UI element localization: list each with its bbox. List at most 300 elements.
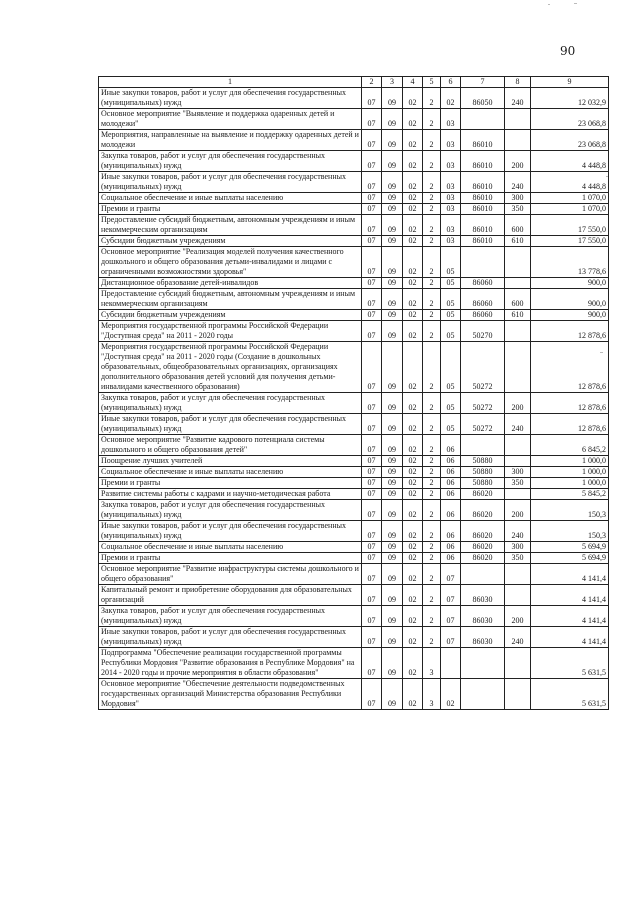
code-cell-c6: 06 (441, 489, 461, 500)
code-cell-c5: 2 (423, 393, 441, 414)
code-cell-c7: 86020 (461, 542, 505, 553)
code-cell-c2: 07 (362, 489, 382, 500)
code-cell-c7 (461, 679, 505, 710)
code-cell-c8 (505, 648, 531, 679)
code-cell-c3: 09 (382, 130, 403, 151)
row-name-cell: Основное мероприятие "Выявление и поддержка одаренных детей и молодежи" (99, 109, 362, 130)
code-cell-c8 (505, 321, 531, 342)
code-cell-c4: 02 (403, 564, 423, 585)
code-cell-c2: 07 (362, 109, 382, 130)
code-cell-c8: 350 (505, 553, 531, 564)
code-cell-c3: 09 (382, 215, 403, 236)
code-cell-c8: 600 (505, 215, 531, 236)
code-cell-c4: 02 (403, 172, 423, 193)
code-cell-c8 (505, 278, 531, 289)
code-cell-c4: 02 (403, 247, 423, 278)
code-cell-c8: 240 (505, 172, 531, 193)
code-cell-c6: 07 (441, 585, 461, 606)
code-cell-c6: 03 (441, 130, 461, 151)
table-row (99, 321, 609, 342)
code-cell-c2: 07 (362, 289, 382, 310)
code-cell-c8: 240 (505, 627, 531, 648)
row-name-cell: Иные закупки товаров, работ и услуг для обеспечения государственных (муниципальных) нужд (99, 88, 362, 109)
budget-table (98, 76, 609, 710)
code-cell-c3: 09 (382, 627, 403, 648)
code-cell-c3: 09 (382, 456, 403, 467)
code-cell-c3: 09 (382, 310, 403, 321)
row-name-cell: Иные закупки товаров, работ и услуг для обеспечения государственных (муниципальных) нужд (99, 627, 362, 648)
header-cell: 7 (461, 77, 505, 88)
table-row (99, 193, 609, 204)
code-cell-c6: 06 (441, 467, 461, 478)
row-name-cell: Основное мероприятие "Развитие инфраструктуры системы дошкольного и общего образования" (99, 564, 362, 585)
code-cell-c4: 02 (403, 414, 423, 435)
amount-cell: 5 631,5 (531, 679, 609, 710)
table-body (99, 88, 609, 710)
code-cell-c8 (505, 456, 531, 467)
code-cell-c8 (505, 130, 531, 151)
amount-cell: 17 550,0 (531, 215, 609, 236)
code-cell-c8: 610 (505, 310, 531, 321)
code-cell-c2: 07 (362, 553, 382, 564)
code-cell-c7: 50272 (461, 393, 505, 414)
code-cell-c8: 240 (505, 414, 531, 435)
code-cell-c5: 2 (423, 435, 441, 456)
code-cell-c2: 07 (362, 521, 382, 542)
code-cell-c7: 86020 (461, 489, 505, 500)
code-cell-c6: 05 (441, 289, 461, 310)
code-cell-c6: 03 (441, 151, 461, 172)
code-cell-c4: 02 (403, 500, 423, 521)
amount-cell: 150,3 (531, 500, 609, 521)
row-name-cell: Мероприятия, направленные на выявление и поддержку одаренных детей и молодежи (99, 130, 362, 151)
code-cell-c3: 09 (382, 151, 403, 172)
code-cell-c4: 02 (403, 521, 423, 542)
scan-speck (600, 352, 603, 353)
code-cell-c2: 07 (362, 585, 382, 606)
row-name-cell: Иные закупки товаров, работ и услуг для обеспечения государственных (муниципальных) нужд (99, 172, 362, 193)
table-row (99, 435, 609, 456)
table-row (99, 648, 609, 679)
code-cell-c5: 3 (423, 679, 441, 710)
header-cell: 5 (423, 77, 441, 88)
amount-cell: 12 878,6 (531, 393, 609, 414)
code-cell-c8: 200 (505, 500, 531, 521)
code-cell-c5: 2 (423, 88, 441, 109)
code-cell-c4: 02 (403, 489, 423, 500)
amount-cell: 1 000,0 (531, 467, 609, 478)
code-cell-c5: 2 (423, 193, 441, 204)
code-cell-c7: 86010 (461, 130, 505, 151)
table-row (99, 393, 609, 414)
code-cell-c5: 2 (423, 310, 441, 321)
table-row (99, 478, 609, 489)
table-row (99, 679, 609, 710)
amount-cell: 4 141,4 (531, 627, 609, 648)
code-cell-c4: 02 (403, 310, 423, 321)
scan-speck (548, 4, 550, 5)
code-cell-c6: 06 (441, 521, 461, 542)
code-cell-c7: 86010 (461, 151, 505, 172)
code-cell-c2: 07 (362, 679, 382, 710)
code-cell-c8: 240 (505, 521, 531, 542)
code-cell-c2: 07 (362, 204, 382, 215)
header-cell: 6 (441, 77, 461, 88)
row-name-cell: Закупка товаров, работ и услуг для обеспечения государственных (муниципальных) нужд (99, 393, 362, 414)
table-row (99, 564, 609, 585)
code-cell-c5: 2 (423, 109, 441, 130)
code-cell-c6: 07 (441, 564, 461, 585)
table-row (99, 151, 609, 172)
code-cell-c8 (505, 247, 531, 278)
row-name-cell: Подпрограмма "Обеспечение реализации государственной программы Республики Мордовия "Развитие образования в Республике Мордовия" на 2014 - 2020 годы и прочие мероприятия в области образования" (99, 648, 362, 679)
code-cell-c8 (505, 342, 531, 393)
row-name-cell: Предоставление субсидий бюджетным, автономным учреждениям и иным некоммерческим организациям (99, 215, 362, 236)
table-row (99, 278, 609, 289)
code-cell-c3: 09 (382, 648, 403, 679)
code-cell-c8 (505, 585, 531, 606)
code-cell-c3: 09 (382, 88, 403, 109)
code-cell-c6: 05 (441, 310, 461, 321)
code-cell-c4: 02 (403, 109, 423, 130)
row-name-cell: Основное мероприятие "Реализация моделей получения качественного дошкольного и общего образования детьми-инвалидами и лицами с ограниченными возможностями здоровья" (99, 247, 362, 278)
code-cell-c4: 02 (403, 236, 423, 247)
code-cell-c5: 2 (423, 278, 441, 289)
amount-cell: 4 141,4 (531, 564, 609, 585)
code-cell-c5: 2 (423, 204, 441, 215)
code-cell-c6: 05 (441, 278, 461, 289)
code-cell-c8 (505, 489, 531, 500)
row-name-cell: Закупка товаров, работ и услуг для обеспечения государственных (муниципальных) нужд (99, 606, 362, 627)
code-cell-c8: 610 (505, 236, 531, 247)
table-row (99, 414, 609, 435)
code-cell-c7 (461, 247, 505, 278)
code-cell-c8: 200 (505, 606, 531, 627)
code-cell-c6: 02 (441, 679, 461, 710)
code-cell-c2: 07 (362, 606, 382, 627)
row-name-cell: Основное мероприятие "Развитие кадрового потенциала системы дошкольного и общего образования детей" (99, 435, 362, 456)
code-cell-c6: 02 (441, 88, 461, 109)
code-cell-c3: 09 (382, 278, 403, 289)
table-row (99, 489, 609, 500)
code-cell-c6: 06 (441, 553, 461, 564)
row-name-cell: Социальное обеспечение и иные выплаты населению (99, 467, 362, 478)
code-cell-c4: 02 (403, 151, 423, 172)
code-cell-c6: 03 (441, 193, 461, 204)
code-cell-c2: 07 (362, 310, 382, 321)
code-cell-c6 (441, 648, 461, 679)
code-cell-c2: 07 (362, 393, 382, 414)
amount-cell: 900,0 (531, 278, 609, 289)
code-cell-c8 (505, 435, 531, 456)
code-cell-c3: 09 (382, 500, 403, 521)
code-cell-c6: 03 (441, 236, 461, 247)
code-cell-c7: 50880 (461, 478, 505, 489)
code-cell-c5: 2 (423, 585, 441, 606)
table-row (99, 521, 609, 542)
code-cell-c3: 09 (382, 542, 403, 553)
code-cell-c7: 86030 (461, 606, 505, 627)
code-cell-c6: 05 (441, 247, 461, 278)
code-cell-c4: 02 (403, 627, 423, 648)
table-row (99, 542, 609, 553)
code-cell-c8: 350 (505, 204, 531, 215)
header-cell: 3 (382, 77, 403, 88)
row-name-cell: Предоставление субсидий бюджетным, автономным учреждениям и иным некоммерческим организациям (99, 289, 362, 310)
amount-cell: 12 878,6 (531, 414, 609, 435)
amount-cell: 4 448,8 (531, 151, 609, 172)
row-name-cell: Премии и гранты (99, 204, 362, 215)
code-cell-c7: 50880 (461, 456, 505, 467)
code-cell-c4: 02 (403, 342, 423, 393)
code-cell-c3: 09 (382, 393, 403, 414)
row-name-cell: Иные закупки товаров, работ и услуг для обеспечения государственных (муниципальных) нужд (99, 414, 362, 435)
header-cell: 1 (99, 77, 362, 88)
code-cell-c3: 09 (382, 553, 403, 564)
code-cell-c7 (461, 648, 505, 679)
amount-cell: 900,0 (531, 289, 609, 310)
row-name-cell: Субсидии бюджетным учреждениям (99, 310, 362, 321)
code-cell-c7: 86010 (461, 193, 505, 204)
code-cell-c6: 07 (441, 627, 461, 648)
table-row (99, 236, 609, 247)
amount-cell: 5 631,5 (531, 648, 609, 679)
table-row (99, 247, 609, 278)
code-cell-c2: 07 (362, 172, 382, 193)
code-cell-c7: 86030 (461, 627, 505, 648)
code-cell-c2: 07 (362, 435, 382, 456)
code-cell-c3: 09 (382, 109, 403, 130)
code-cell-c3: 09 (382, 236, 403, 247)
code-cell-c2: 07 (362, 236, 382, 247)
amount-cell: 12 032,9 (531, 88, 609, 109)
row-name-cell: Премии и гранты (99, 478, 362, 489)
code-cell-c4: 02 (403, 321, 423, 342)
row-name-cell: Закупка товаров, работ и услуг для обеспечения государственных (муниципальных) нужд (99, 151, 362, 172)
amount-cell: 5 694,9 (531, 542, 609, 553)
amount-cell: 900,0 (531, 310, 609, 321)
code-cell-c4: 02 (403, 278, 423, 289)
code-cell-c3: 09 (382, 679, 403, 710)
code-cell-c2: 07 (362, 193, 382, 204)
code-cell-c6: 06 (441, 500, 461, 521)
code-cell-c2: 07 (362, 564, 382, 585)
code-cell-c4: 02 (403, 193, 423, 204)
code-cell-c4: 02 (403, 393, 423, 414)
code-cell-c3: 09 (382, 585, 403, 606)
code-cell-c6: 05 (441, 321, 461, 342)
code-cell-c2: 07 (362, 648, 382, 679)
code-cell-c5: 2 (423, 553, 441, 564)
code-cell-c2: 07 (362, 278, 382, 289)
code-cell-c3: 09 (382, 193, 403, 204)
code-cell-c5: 2 (423, 236, 441, 247)
code-cell-c8: 200 (505, 393, 531, 414)
code-cell-c3: 09 (382, 467, 403, 478)
code-cell-c6: 05 (441, 414, 461, 435)
code-cell-c3: 09 (382, 478, 403, 489)
amount-cell: 13 778,6 (531, 247, 609, 278)
code-cell-c8: 350 (505, 478, 531, 489)
code-cell-c7: 86020 (461, 521, 505, 542)
code-cell-c5: 2 (423, 130, 441, 151)
code-cell-c7: 86010 (461, 204, 505, 215)
code-cell-c5: 2 (423, 247, 441, 278)
code-cell-c7: 86010 (461, 236, 505, 247)
table-row (99, 456, 609, 467)
code-cell-c7: 50270 (461, 321, 505, 342)
row-name-cell: Иные закупки товаров, работ и услуг для обеспечения государственных (муниципальных) нужд (99, 521, 362, 542)
code-cell-c7: 50272 (461, 342, 505, 393)
amount-cell: 5 845,2 (531, 489, 609, 500)
code-cell-c7 (461, 109, 505, 130)
code-cell-c5: 2 (423, 542, 441, 553)
table-row (99, 500, 609, 521)
code-cell-c2: 07 (362, 215, 382, 236)
table-row (99, 553, 609, 564)
code-cell-c2: 07 (362, 478, 382, 489)
code-cell-c2: 07 (362, 88, 382, 109)
code-cell-c7: 86020 (461, 553, 505, 564)
code-cell-c4: 02 (403, 289, 423, 310)
scan-speck (574, 3, 577, 4)
amount-cell: 4 141,4 (531, 585, 609, 606)
amount-cell: 23 068,8 (531, 109, 609, 130)
code-cell-c2: 07 (362, 151, 382, 172)
row-name-cell: Мероприятия государственной программы Российской Федерации "Доступная среда" на 2011 - 2020 годы (99, 321, 362, 342)
code-cell-c5: 2 (423, 606, 441, 627)
code-cell-c8: 240 (505, 88, 531, 109)
amount-cell: 1 000,0 (531, 478, 609, 489)
code-cell-c6: 05 (441, 393, 461, 414)
code-cell-c3: 09 (382, 606, 403, 627)
row-name-cell: Развитие системы работы с кадрами и научно-методическая работа (99, 489, 362, 500)
code-cell-c4: 02 (403, 648, 423, 679)
code-cell-c8: 200 (505, 151, 531, 172)
code-cell-c8 (505, 564, 531, 585)
code-cell-c6: 05 (441, 342, 461, 393)
code-cell-c7: 50272 (461, 414, 505, 435)
header-cell: 8 (505, 77, 531, 88)
code-cell-c3: 09 (382, 435, 403, 456)
amount-cell: 4 141,4 (531, 606, 609, 627)
amount-cell: 4 448,8 (531, 172, 609, 193)
code-cell-c4: 02 (403, 467, 423, 478)
code-cell-c4: 02 (403, 215, 423, 236)
header-cell: 4 (403, 77, 423, 88)
code-cell-c5: 2 (423, 342, 441, 393)
row-name-cell: Социальное обеспечение и иные выплаты населению (99, 542, 362, 553)
code-cell-c4: 02 (403, 606, 423, 627)
table-row (99, 627, 609, 648)
code-cell-c5: 2 (423, 172, 441, 193)
code-cell-c6: 03 (441, 172, 461, 193)
code-cell-c6: 03 (441, 109, 461, 130)
code-cell-c7 (461, 435, 505, 456)
code-cell-c7: 86030 (461, 585, 505, 606)
code-cell-c2: 07 (362, 342, 382, 393)
amount-cell: 1 070,0 (531, 193, 609, 204)
amount-cell: 150,3 (531, 521, 609, 542)
code-cell-c2: 07 (362, 321, 382, 342)
code-cell-c3: 09 (382, 172, 403, 193)
code-cell-c7: 86060 (461, 310, 505, 321)
amount-cell: 12 878,6 (531, 321, 609, 342)
header-row (99, 77, 609, 88)
code-cell-c4: 02 (403, 204, 423, 215)
code-cell-c7 (461, 564, 505, 585)
code-cell-c3: 09 (382, 247, 403, 278)
amount-cell: 23 068,8 (531, 130, 609, 151)
table-row (99, 606, 609, 627)
code-cell-c6: 06 (441, 435, 461, 456)
code-cell-c7: 86060 (461, 289, 505, 310)
code-cell-c4: 02 (403, 456, 423, 467)
scan-speck (606, 176, 608, 177)
code-cell-c2: 07 (362, 542, 382, 553)
code-cell-c7: 86020 (461, 500, 505, 521)
code-cell-c5: 2 (423, 151, 441, 172)
code-cell-c5: 2 (423, 489, 441, 500)
code-cell-c5: 2 (423, 456, 441, 467)
table-row (99, 109, 609, 130)
code-cell-c5: 2 (423, 521, 441, 542)
amount-cell: 17 550,0 (531, 236, 609, 247)
amount-cell: 1 000,0 (531, 456, 609, 467)
code-cell-c3: 09 (382, 414, 403, 435)
code-cell-c4: 02 (403, 130, 423, 151)
table-row (99, 289, 609, 310)
row-name-cell: Закупка товаров, работ и услуг для обеспечения государственных (муниципальных) нужд (99, 500, 362, 521)
code-cell-c8 (505, 109, 531, 130)
amount-cell: 1 070,0 (531, 204, 609, 215)
code-cell-c5: 2 (423, 564, 441, 585)
code-cell-c4: 02 (403, 553, 423, 564)
code-cell-c8: 300 (505, 542, 531, 553)
code-cell-c5: 2 (423, 414, 441, 435)
page-number: 90 (560, 44, 576, 58)
table-row (99, 88, 609, 109)
code-cell-c3: 09 (382, 204, 403, 215)
code-cell-c5: 2 (423, 627, 441, 648)
table-row (99, 342, 609, 393)
code-cell-c6: 07 (441, 606, 461, 627)
code-cell-c5: 2 (423, 215, 441, 236)
code-cell-c2: 07 (362, 247, 382, 278)
code-cell-c3: 09 (382, 564, 403, 585)
header-cell: 9 (531, 77, 609, 88)
code-cell-c5: 2 (423, 321, 441, 342)
code-cell-c4: 02 (403, 542, 423, 553)
code-cell-c5: 2 (423, 289, 441, 310)
row-name-cell: Мероприятия государственной программы Российской Федерации "Доступная среда" на 2011 - 2020 годы (Создание в дошкольных образовательных, общеобразовательных организациях, организациях дополнительного образования детей условий для получения детьми-инвалидами качественного образования) (99, 342, 362, 393)
table-row (99, 130, 609, 151)
code-cell-c2: 07 (362, 627, 382, 648)
code-cell-c2: 07 (362, 467, 382, 478)
code-cell-c6: 06 (441, 542, 461, 553)
code-cell-c7: 50880 (461, 467, 505, 478)
table-row (99, 204, 609, 215)
row-name-cell: Социальное обеспечение и иные выплаты населению (99, 193, 362, 204)
code-cell-c2: 07 (362, 456, 382, 467)
table-row (99, 310, 609, 321)
code-cell-c7: 86060 (461, 278, 505, 289)
code-cell-c4: 02 (403, 435, 423, 456)
code-cell-c3: 09 (382, 521, 403, 542)
code-cell-c4: 02 (403, 88, 423, 109)
code-cell-c8: 600 (505, 289, 531, 310)
code-cell-c6: 06 (441, 478, 461, 489)
